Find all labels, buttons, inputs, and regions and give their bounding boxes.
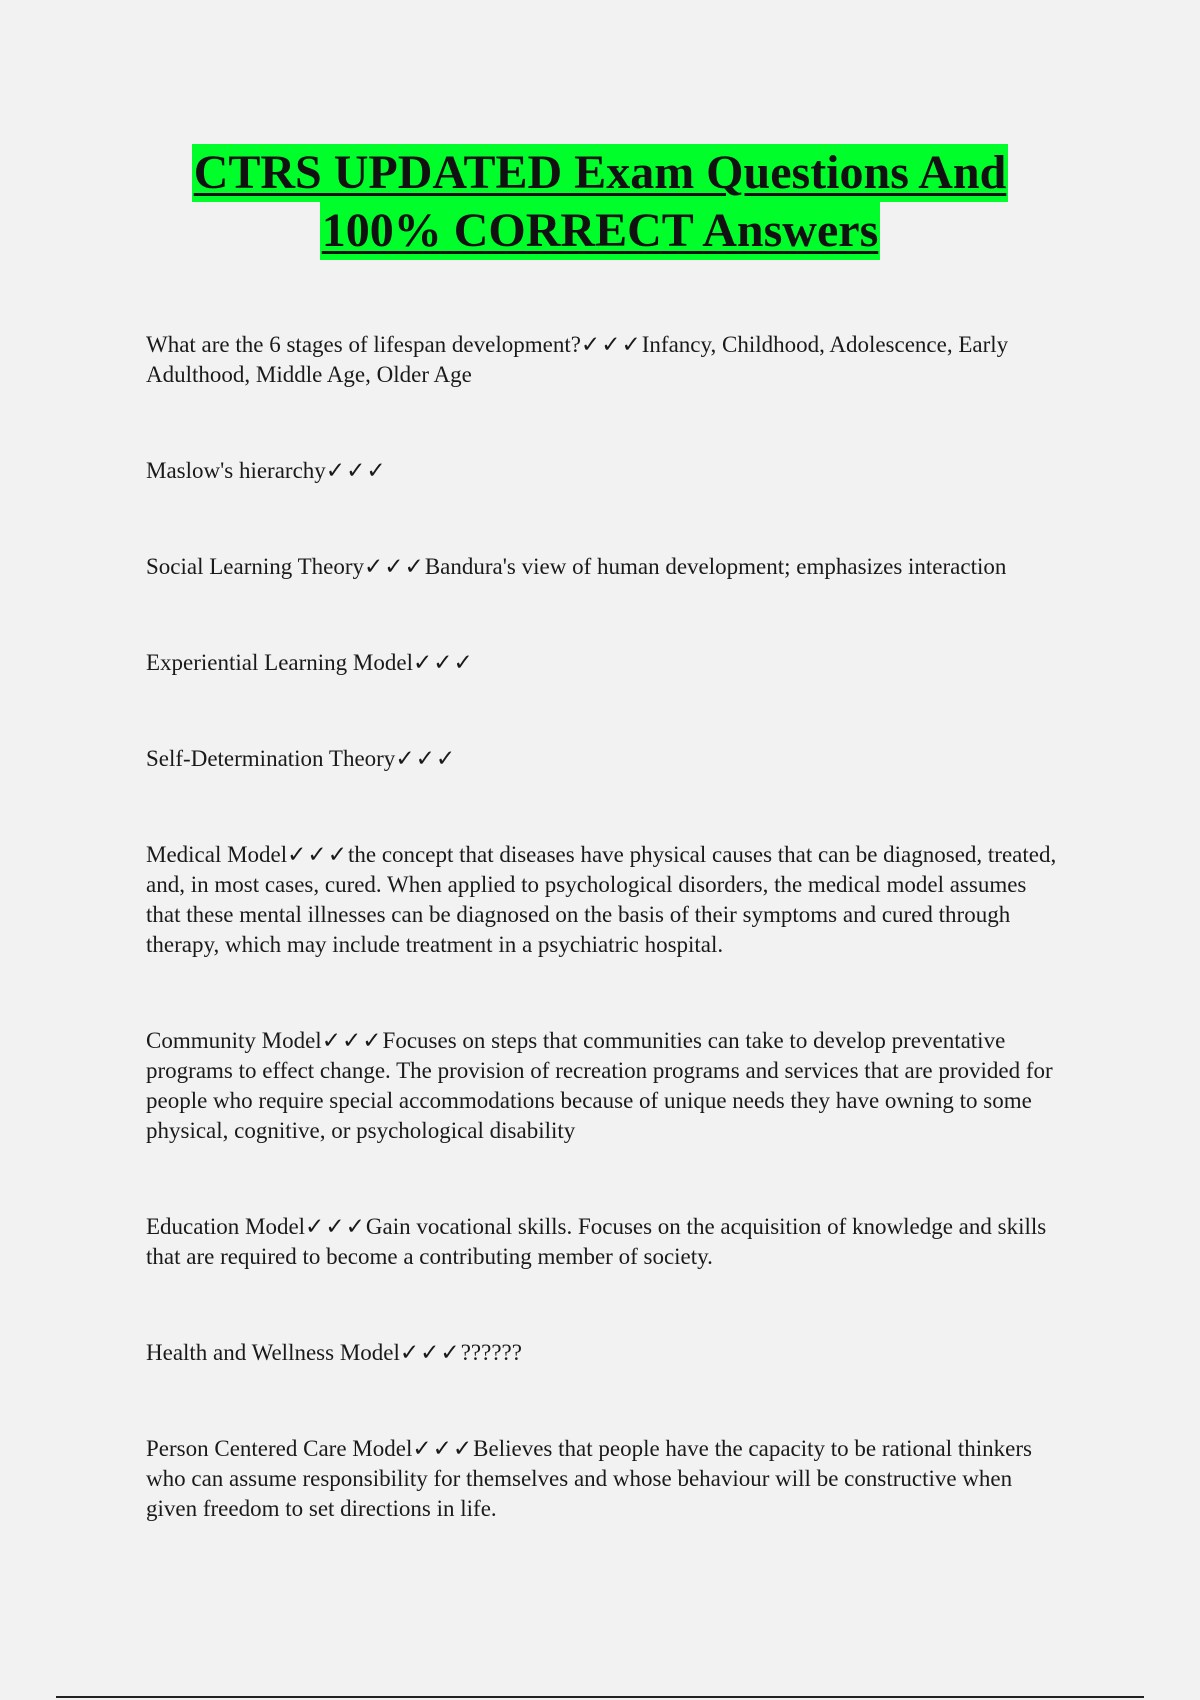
entry-term: Community Model (146, 1028, 322, 1053)
qa-entry (146, 1338, 1066, 1368)
check-marks-icon: ✓✓✓ (395, 746, 457, 771)
qa-entry (146, 1026, 1066, 1146)
entry-term: Person Centered Care Model (146, 1436, 413, 1461)
check-marks-icon: ✓✓✓ (399, 1340, 461, 1365)
check-marks-icon: ✓✓✓ (412, 650, 474, 675)
entry-term: Education Model (146, 1214, 306, 1239)
check-marks-icon: ✓✓✓ (287, 842, 348, 867)
entry-term: Social Learning Theory (146, 554, 365, 579)
entry-term: Health and Wellness Model (146, 1340, 400, 1365)
entry-definition: Bandura's view of human development; emphasizes interaction (424, 554, 1007, 579)
qa-entry (146, 1212, 1066, 1272)
qa-entry (146, 744, 1066, 774)
title-row-2 (0, 202, 1200, 260)
entry-definition: Infancy, Childhood, Adolescence, Early Adulthood, Middle Age, Older Age (146, 332, 1009, 387)
check-marks-icon: ✓✓✓ (305, 1214, 366, 1239)
check-marks-icon: ✓✓✓ (325, 458, 387, 483)
title-line-2: 100% CORRECT Answers (320, 202, 881, 260)
entry-term: What are the 6 stages of lifespan development? (146, 332, 581, 357)
entry-definition: Gain vocational skills. Focuses on the acquisition of knowledge and skills that are required to become a contributing member of society. (146, 1214, 1047, 1269)
entry-definition: Focuses on steps that communities can take to develop preventative programs to effect change. The provision of recreation programs and services that are provided for people who require special accommodations because of unique needs they have owning to some physical, cognitive, or psychological disability (146, 1028, 1053, 1143)
qa-entry (146, 330, 1066, 390)
qa-entry (146, 552, 1066, 582)
qa-entry (146, 648, 1066, 678)
document-title (0, 144, 1200, 260)
check-marks-icon: ✓✓✓ (412, 1436, 474, 1461)
entry-definition: Believes that people have the capacity to be rational thinkers who can assume responsibility for themselves and whose behaviour will be constructive when given freedom to set directions in life. (146, 1436, 1032, 1521)
entry-definition: ?????? (460, 1340, 522, 1365)
qa-entry (146, 1434, 1066, 1524)
qa-entry (146, 456, 1066, 486)
check-marks-icon: ✓✓✓ (321, 1028, 383, 1053)
entry-term: Self-Determination Theory (146, 746, 396, 771)
entry-term: Medical Model (146, 842, 288, 867)
footer-divider (56, 1696, 1144, 1698)
check-marks-icon: ✓✓✓ (364, 554, 425, 579)
check-marks-icon: ✓✓✓ (580, 332, 642, 357)
title-line-1: CTRS UPDATED Exam Questions And (192, 144, 1009, 202)
title-row-1 (0, 144, 1200, 202)
qa-entry (146, 840, 1066, 960)
entry-term: Experiential Learning Model (146, 650, 413, 675)
entry-definition: the concept that diseases have physical causes that can be diagnosed, treated, and, in most cases, cured. When applied to psychological disorders, the medical model assumes that these mental illnesses can be diagnosed on the basis of their symptoms and cured through therapy, which may include treatment in a psychiatric hospital. (146, 842, 1057, 957)
qa-list (146, 330, 1066, 1590)
entry-term: Maslow's hierarchy (146, 458, 326, 483)
